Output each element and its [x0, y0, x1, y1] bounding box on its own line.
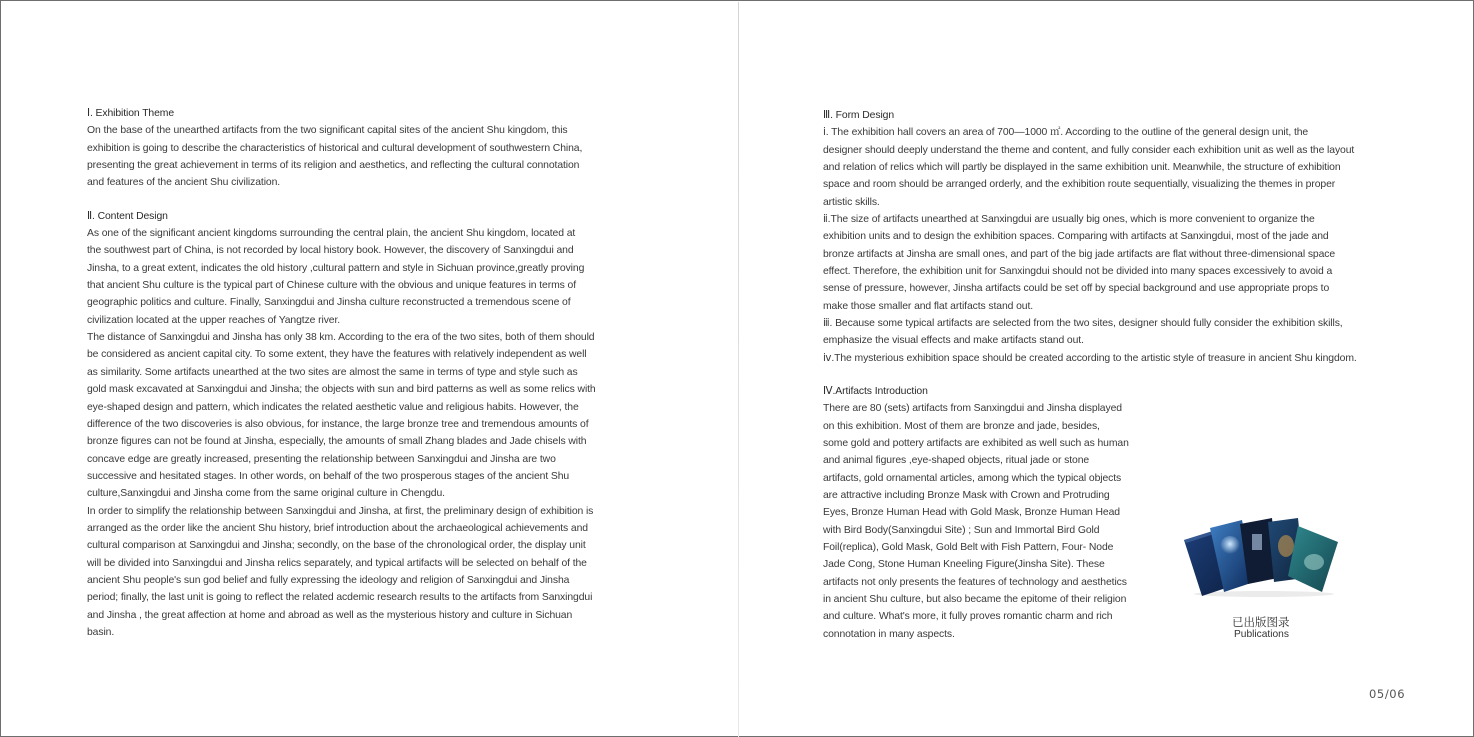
- artifacts-introduction-line: connotation in many aspects.: [823, 628, 955, 640]
- form-design-line: emphasize the visual effects and make artifacts stand out.: [823, 335, 1084, 347]
- publications-caption-cn: 已出版图录: [1232, 615, 1290, 629]
- content-design-line: period; finally, the last unit is going to reflect the related acdemic research results to the artifacts from Sanxingdui: [87, 592, 593, 604]
- content-design-line: successive and hesitated stages. In other words, on behalf of the two prosperous stages of the ancient Shu: [87, 470, 570, 482]
- form-design-line: ⅲ. Because some typical artifacts are selected from the two sites, designer should fully consider the exhibition skills,: [823, 318, 1343, 330]
- artifacts-introduction-line: on this exhibition. Most of them are bronze and jade, besides,: [823, 420, 1100, 432]
- artifacts-introduction-line: and animal figures ,eye-shaped objects, ritual jade or stone: [823, 455, 1090, 467]
- form-design-line: and relation of relics which will partly be displayed in the same exhibition unit. Meanwhile, the structure of exhibition: [823, 162, 1341, 174]
- form-design-line: designer should deeply understand the theme and content, and fully consider each exhibition unit as well as the layout: [823, 144, 1355, 156]
- publications-caption-en: Publications: [1234, 629, 1289, 640]
- form-design-line: effect. Therefore, the exhibition unit for Sanxingdui should not be divided into many spaces excessively to avoid a: [823, 266, 1333, 278]
- form-design-section: [823, 107, 1357, 367]
- form-design-line: bronze artifacts at Jinsha are small ones, and part of the big jade artifacts are flat without three-dimensional space: [823, 248, 1336, 260]
- artifacts-introduction-line: and culture. What's more, it fully proves romantic charm and rich: [823, 611, 1113, 623]
- left-page-text: [87, 105, 596, 641]
- artifacts-introduction-line: in ancient Shu culture, but also became the epitome of their religion: [823, 594, 1127, 606]
- content-design-line: that ancient Shu culture is the typical part of Chinese culture with the obvious and unique features in terms of: [87, 280, 576, 292]
- form-design-line: ⅰ. The exhibition hall covers an area of 700—1000 ㎡. According to the outline of the general design unit, the: [823, 127, 1309, 139]
- content-design-line: be considered as ancient capital city. To some extent, they have the features with relatively independent as well: [87, 349, 587, 361]
- section-gap: [87, 192, 596, 208]
- exhibition-theme-line: On the base of the unearthed artifacts from the two significant capital sites of the ancient Shu kingdom, this: [87, 125, 568, 137]
- content-design-line: arranged as the order like the ancient Shu history, brief introduction about the archaeological achievements and: [87, 522, 588, 534]
- content-design-line: cultural comparison at Sanxingdui and Jinsha; secondly, on the base of the chronological order, the display unit: [87, 540, 586, 552]
- content-design-line: civilization located at the upper reaches of Yangtze river.: [87, 314, 341, 326]
- artifacts-introduction-line: with Bird Body(Sanxingdui Site) ; Sun and Immortal Bird Gold: [823, 524, 1100, 536]
- artifacts-introduction-line: Eyes, Bronze Human Head with Gold Mask, Bronze Human Head: [823, 507, 1120, 519]
- artifacts-introduction-line: Jade Cong, Stone Human Kneeling Figure(Jinsha Site). These: [823, 559, 1105, 571]
- exhibition-theme-line: exhibition is going to describe the characteristics of historical and cultural development of southwestern China,: [87, 142, 583, 154]
- form-design-line: space and room should be arranged orderly, and the exhibition route sequentially, visualizing the themes in proper: [823, 179, 1336, 191]
- artifacts-introduction-line: are attractive including Bronze Mask with Crown and Protruding: [823, 490, 1110, 502]
- form-design-line: exhibition units and to design the exhibition spaces. Comparing with artifacts at Sanxingdui, most of the jade and: [823, 231, 1329, 243]
- content-design-line: Jinsha, to a great extent, indicates the old history ,cultural pattern and style in Sichuan province,greatly proving: [87, 262, 585, 274]
- artifacts-introduction-line: Foil(replica), Gold Mask, Gold Belt with Fish Pattern, Four- Node: [823, 542, 1114, 554]
- artifacts-introduction-line: some gold and pottery artifacts are exhibited as well such as human: [823, 438, 1129, 450]
- artifacts-introduction-line: artifacts not only presents the features of technology and aesthetics: [823, 576, 1127, 588]
- artifacts-introduction-line: artifacts, gold ornamental articles, among which the typical objects: [823, 472, 1122, 484]
- content-design-line: and Jinsha , the great affection at home and abroad as well as the mysterious history and culture in Sichuan: [87, 609, 573, 621]
- content-design-line: the southwest part of China, is not recorded by local history book. However, the discovery of Sanxingdui and: [87, 245, 574, 257]
- content-design-line: geographic politics and culture. Finally, Sanxingdui and Jinsha culture reconstructed a tremendous scene of: [87, 297, 571, 309]
- content-design-line: eye-shaped design and pattern, which indicates the related aesthetic value and religious habits. However, the: [87, 401, 579, 413]
- exhibition-theme-line: and features of the ancient Shu civilization.: [87, 177, 281, 189]
- form-design-line: ⅱ.The size of artifacts unearthed at Sanxingdui are usually big ones, which is more convenient to organize the: [823, 214, 1315, 226]
- publications-catalog-image: [1180, 512, 1345, 598]
- content-design-line: gold mask excavated at Sanxingdui and Jinsha; the objects with sun and bird patterns as well as some relics with: [87, 384, 596, 396]
- content-design-line: as similarity. Some artifacts unearthed at the two sites are almost the same in terms of type and style such as: [87, 366, 578, 378]
- content-design-heading: Ⅱ. Content Design: [87, 210, 168, 222]
- form-design-line: sense of pressure, however, Jinsha artifacts could be set off by special background and use appropriate props to: [823, 283, 1330, 295]
- exhibition-theme-line: presenting the great achievement in terms of its religion and aesthetics, and reflecting the cultural connotation: [87, 160, 580, 172]
- content-design-line: will be divided into Sanxingdui and Jinsha relics separately, and typical artifacts will be selected on behalf of the: [87, 557, 587, 569]
- content-design-line: concave edge are greatly increased, presenting the relationship between Sanxingdui and Jinsha are two: [87, 453, 556, 465]
- artifacts-section: [823, 383, 1129, 643]
- content-design-line: difference of the two discoveries is also obvious, for instance, the large bronze tree and tremendous amounts of: [87, 418, 589, 430]
- content-design-line: In order to simplify the relationship between Sanxingdui and Jinsha, at first, the preliminary design of exhibition is: [87, 505, 594, 517]
- form-design-heading: Ⅲ. Form Design: [823, 110, 895, 121]
- artifacts-introduction-line: There are 80 (sets) artifacts from Sanxingdui and Jinsha displayed: [823, 403, 1122, 415]
- content-design-line: culture,Sanxingdui and Jinsha come from the same original culture in Chengdu.: [87, 488, 445, 500]
- form-design-line: make those smaller and flat artifacts stand out.: [823, 300, 1034, 312]
- exhibition-theme-heading: Ⅰ. Exhibition Theme: [87, 108, 175, 119]
- artifacts-introduction-heading: Ⅳ.Artifacts Introduction: [823, 386, 928, 397]
- content-design-line: The distance of Sanxingdui and Jinsha has only 38 km. According to the era of the two sites, both of them should: [87, 332, 595, 344]
- form-design-line: artistic skills.: [823, 196, 880, 208]
- content-design-line: basin.: [87, 626, 115, 638]
- page-gutter: [738, 2, 739, 737]
- form-design-line: ⅳ.The mysterious exhibition space should be created according to the artistic style of treasure in ancient Shu kingdom.: [823, 352, 1357, 364]
- content-design-line: ancient Shu people's sun god belief and fully expressing the ideology and religion of Sanxingdui and Jinsha: [87, 574, 570, 586]
- page-number: 05/06: [1369, 687, 1406, 701]
- content-design-line: As one of the significant ancient kingdoms surrounding the central plain, the ancient Shu kingdom, located at: [87, 228, 576, 240]
- content-design-line: bronze figures can not be found at Jinsha, especially, the amounts of small Zhang blades and Jade chisels with: [87, 436, 587, 448]
